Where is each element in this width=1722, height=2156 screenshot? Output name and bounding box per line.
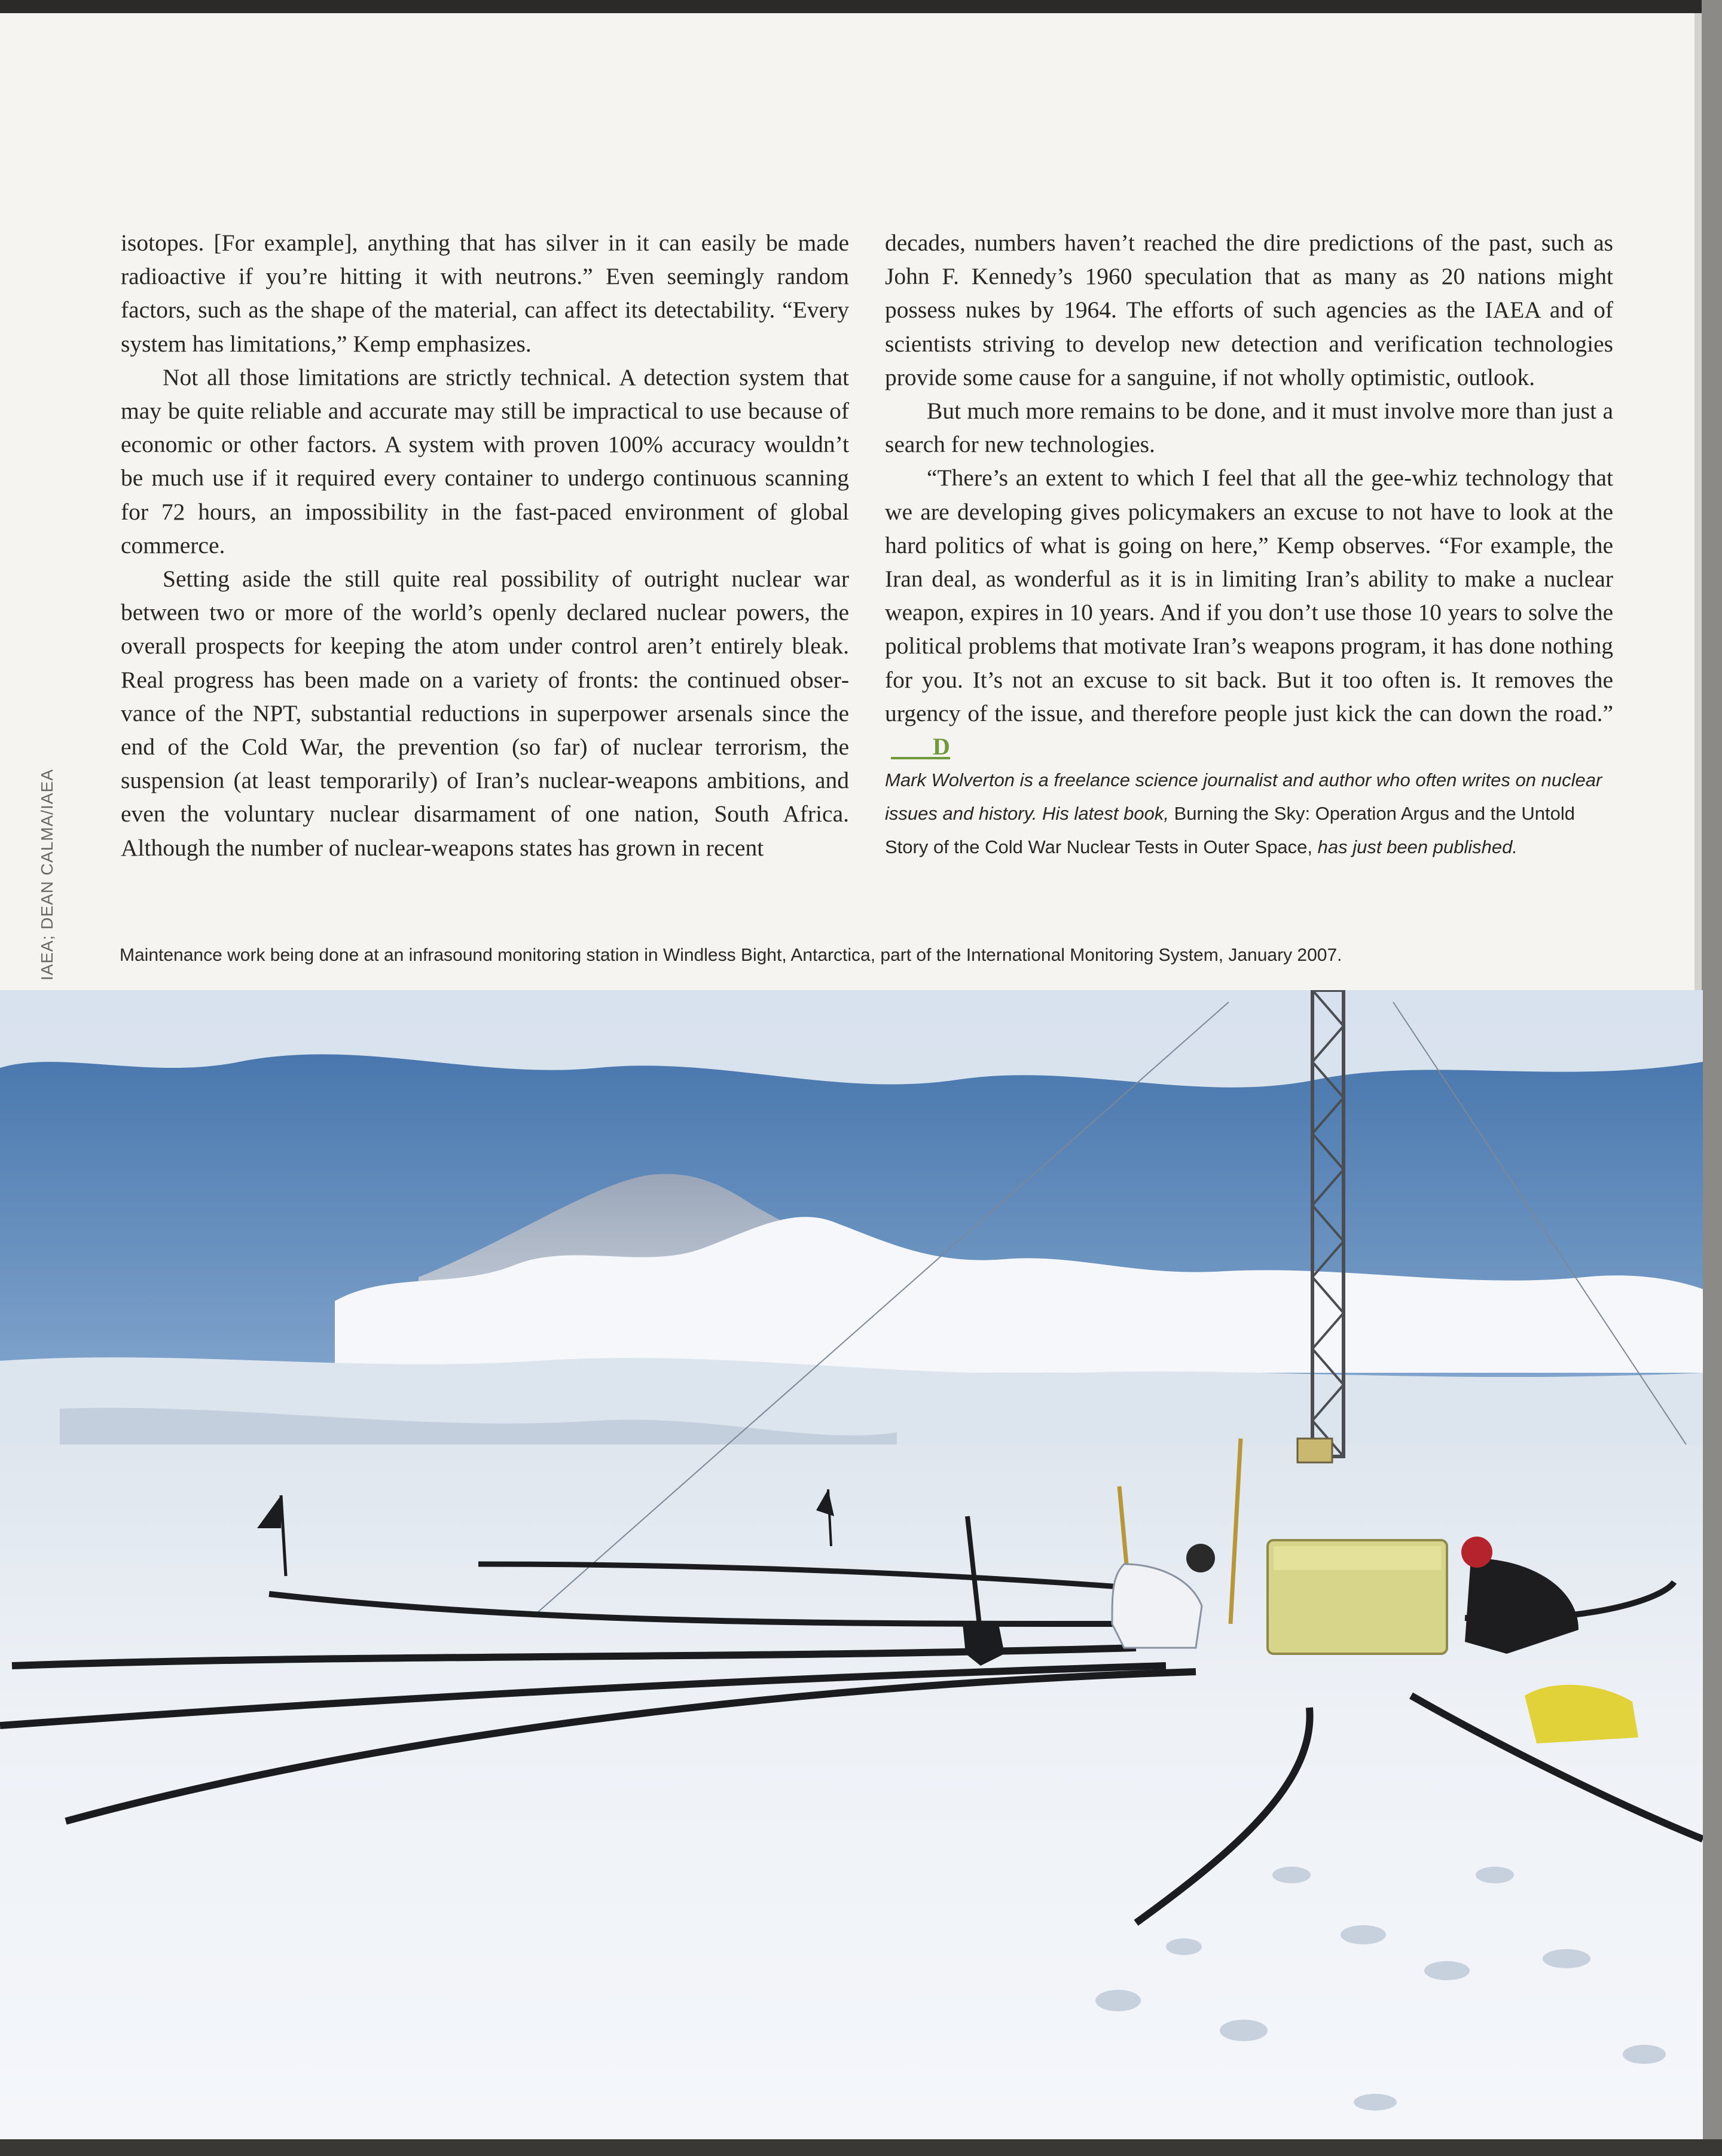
scan-top-edge [0, 0, 1722, 13]
paragraph [885, 461, 1613, 764]
photo-caption: Maintenance work being done at an infrasound monitoring station in Windless Bight, Antarctica, part of the International Monitoring System, January 2007. [120, 945, 1342, 965]
mast-junction-box [1297, 1439, 1332, 1462]
paragraph: But much more remains to be done, and it must involve more than just a search for new technologies. [885, 398, 1613, 458]
article-column-right [885, 226, 1613, 864]
worker-right-head [1461, 1537, 1492, 1568]
equipment-case-lid [1274, 1546, 1441, 1570]
end-mark-icon: D [891, 737, 950, 759]
book-title: Burning the Sky: Operation Argus and the Untold Story of the Cold War Nuclear Tests in Outer Space, [885, 803, 1575, 858]
bio-outro: has just been published. [1312, 836, 1518, 858]
article-column-left [121, 226, 849, 865]
author-bio [885, 764, 1613, 864]
scan-right-edge [1702, 0, 1722, 2156]
photo-illustration [0, 990, 1703, 2139]
antarctica-photo [0, 990, 1703, 2139]
paragraph-text: “There’s an extent to which I feel that all the gee-whiz technology that we are developing gives policymakers an excuse to not have to look at the hard politics of what is going on here,” Kemp observes. “For example, the Iran deal, as wonderful as it is in limiting Iran’s ability to make a nuclear weapon, expires in 10 years. And if you don’t use those 10 years to solve the political problems that motivate Iran’s weapons program, it has done nothing for you. It’s not an excuse to sit back. But it too often is. It removes the urgency of the issue, and therefore people just kick the can down the road.” [885, 465, 1613, 726]
bio-intro: Mark Wolverton is a freelance science journalist and author who often writes on nuclear issues and history. His latest book, [885, 769, 1602, 824]
paragraph: Setting aside the still quite real possibility of outright nuclear war between two or more of the world’s openly declared nuclear powers, the overall prospects for keeping the atom under control aren’t entirely bleak. Real progress has been made on a variety of fronts: the continued observance of the NPT, substantial reductions in superpower arsenals since the end of the Cold War, the prevention (so far) of nuclear terrorism, the suspension (at least temporarily) of Iran’s nuclear-weapons ambitions, and even the voluntary nuclear disarmament of one nation, South Africa. Although the number of nuclear-weapons states has grown in recent [121, 566, 849, 861]
paragraph: isotopes. [For example], anything that has silver in it can easily be made radioactive if you’re hitting it with neutrons.” Even seemingly random factors, such as the shape of the material, can affect its detectability. “Every system has limitations,” Kemp emphasizes. [121, 230, 849, 357]
paragraph: decades, numbers haven’t reached the dire predictions of the past, such as John F. Kennedy’s 1960 speculation that as many as 20 nations might possess nukes by 1964. The efforts of such agencies as the IAEA and of scientists striving to develop new detection and verification technologies provide some cause for a sanguine, if not wholly optimistic, outlook. [885, 230, 1613, 390]
paragraph: Not all those limitations are strictly technical. A detection system that may be quite reliable and accurate may still be impractical to use because of economic or other factors. A system with proven 100% accuracy wouldn’t be much use if it required every container to undergo continuous scanning for 72 hours, an impossibility in the fast-paced environment of global commerce. [121, 364, 849, 558]
scan-bottom-edge [0, 2139, 1722, 2156]
photo-credit: IAEA; DEAN CALMA/IAEA [38, 769, 56, 981]
worker-left-head [1186, 1544, 1215, 1572]
